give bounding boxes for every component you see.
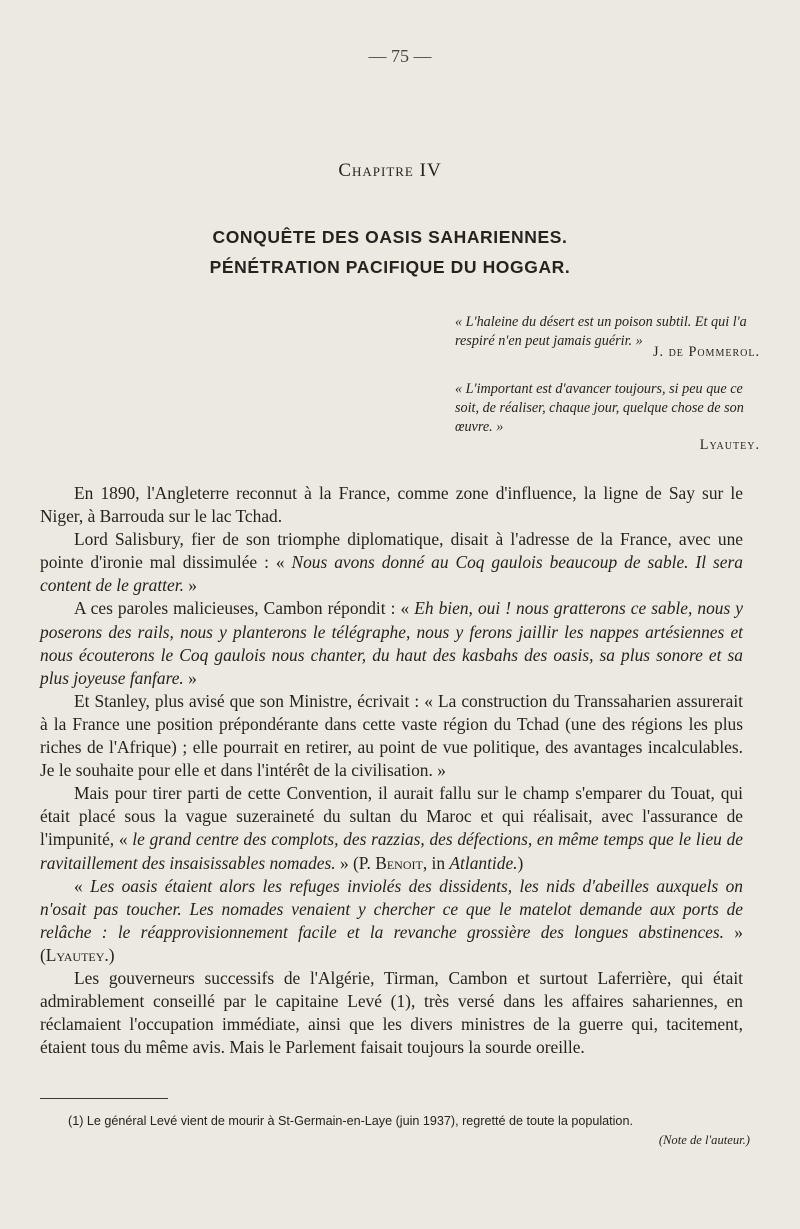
citation-author-lyautey: Lyautey xyxy=(45,944,105,965)
footnote-divider xyxy=(40,1098,168,1099)
citation-author-benoit: Benoit xyxy=(375,852,423,873)
paragraph-5 xyxy=(40,782,743,874)
footnote-text: (1) Le général Levé vient de mourir à St-Germain-en-Laye (juin 1937), regretté de toute la population. xyxy=(68,1114,633,1128)
epigraph-2-author: Lyautey. xyxy=(699,437,760,453)
benoit-quote: le grand centre des complots, des razzias, des défections, en même temps que le lieu de ravitaillement des insaisissables nomades. xyxy=(40,829,743,873)
salisbury-quote: Nous avons donné au Coq gaulois beaucoup de sable. Il sera content de le gratter. xyxy=(40,552,743,596)
citation-work: Atlantide. xyxy=(449,852,518,873)
paragraph-3-close: » xyxy=(183,667,197,688)
chapter-title-line-2: PÉNÉTRATION PACIFIQUE DU HOGGAR. xyxy=(209,257,571,277)
footnote xyxy=(40,1112,750,1150)
paragraph-5-close: » (P. xyxy=(335,852,376,873)
paragraph-5-text: Mais pour tirer parti de cette Convention, il aurait fallu sur le champ s'emparer du Touat, qui était placé sous la vague suzeraineté du sultan du Maroc et qui réalisait, avec l'assurance de l'impunité, « xyxy=(40,783,743,850)
paragraph-4: Et Stanley, plus avisé que son Ministre, écrivait : « La construction du Transsaharien assurerait à la France une position prépondérante dans cette vaste région du Tchad (une des régions les plus riches de l'Afrique) ; elle pourrait en retirer, au point de vue politique, des avantages incalculables. Je le souhaite pour elle et dans l'intérêt de la civilisation. » xyxy=(40,690,743,781)
epigraph-1-text: « L'haleine du désert est un poison subtil. Et qui l'a respiré n'en peut jamais guérir. » xyxy=(455,314,747,349)
lyautey-quote: Les oasis étaient alors les refuges inviolés des dissidents, les nids d'abeilles auxquels on n'osait pas toucher. Les nomades venaient y chercher ce que le matelot demande aux ports de relâche : le réapprovisionnement facile et la revanche grossière des longues abstinences. xyxy=(40,875,743,942)
paragraph-1: En 1890, l'Angleterre reconnut à la France, comme zone d'influence, la ligne de Say sur le Niger, à Barrouda sur le lac Tchad. xyxy=(40,483,743,527)
paragraph-3-text: A ces paroles malicieuses, Cambon répondit : « xyxy=(74,598,415,619)
chapter-heading: Chapitre IV xyxy=(338,160,442,181)
paragraph-3 xyxy=(40,597,743,689)
body-text xyxy=(40,482,743,1059)
citation-close: ) xyxy=(517,852,524,873)
epigraph-2 xyxy=(455,380,760,437)
epigraph-2-text: « L'important est d'avancer toujours, si peu que ce soit, de réaliser, chaque jour, quelque chose de son œuvre. » xyxy=(455,381,744,435)
citation-close-2: .) xyxy=(104,944,115,965)
paragraph-2-close: » xyxy=(183,575,197,596)
epigraph-1-author: J. de Pommerol. xyxy=(652,344,760,360)
paragraph-6-close: » ( xyxy=(40,921,744,965)
paragraph-7: Les gouverneurs successifs de l'Algérie, Tirman, Cambon et surtout Laferrière, qui était admirablement conseillé par le capitaine Levé (1), très versé dans les affaires sahariennes, en réclamaient l'occupation immédiate, ainsi que les divers ministres de la guerre qui, tacitement, étaient tous du même avis. Mais le Parlement faisait toujours la sourde oreille. xyxy=(40,967,743,1058)
citation-in: , in xyxy=(422,852,450,873)
footnote-note: (Note de l'auteur.) xyxy=(658,1133,750,1147)
paragraph-6 xyxy=(40,875,743,967)
cambon-quote: Eh bien, oui ! nous gratterons ce sable, nous y poserons des rails, nous y planterons le télégraphe, nous y ferons jaillir les nappes artésiennes et nous écouterons le Coq gaulois nous chanter, du haut des kasbahs des oasis, sa plus sonore et sa plus joyeuse fanfare. xyxy=(40,598,743,688)
page-number: — 75 — xyxy=(368,46,432,66)
paragraph-2 xyxy=(40,528,743,597)
paragraph-6-open: « xyxy=(74,875,91,896)
paragraph-2-text: Lord Salisbury, fier de son triomphe diplomatique, disait à l'adresse de la France, avec une pointe d'ironie mal dissimulée : « xyxy=(40,529,743,573)
chapter-title-line-1: CONQUÊTE DES OASIS SAHARIENNES. xyxy=(212,227,568,247)
